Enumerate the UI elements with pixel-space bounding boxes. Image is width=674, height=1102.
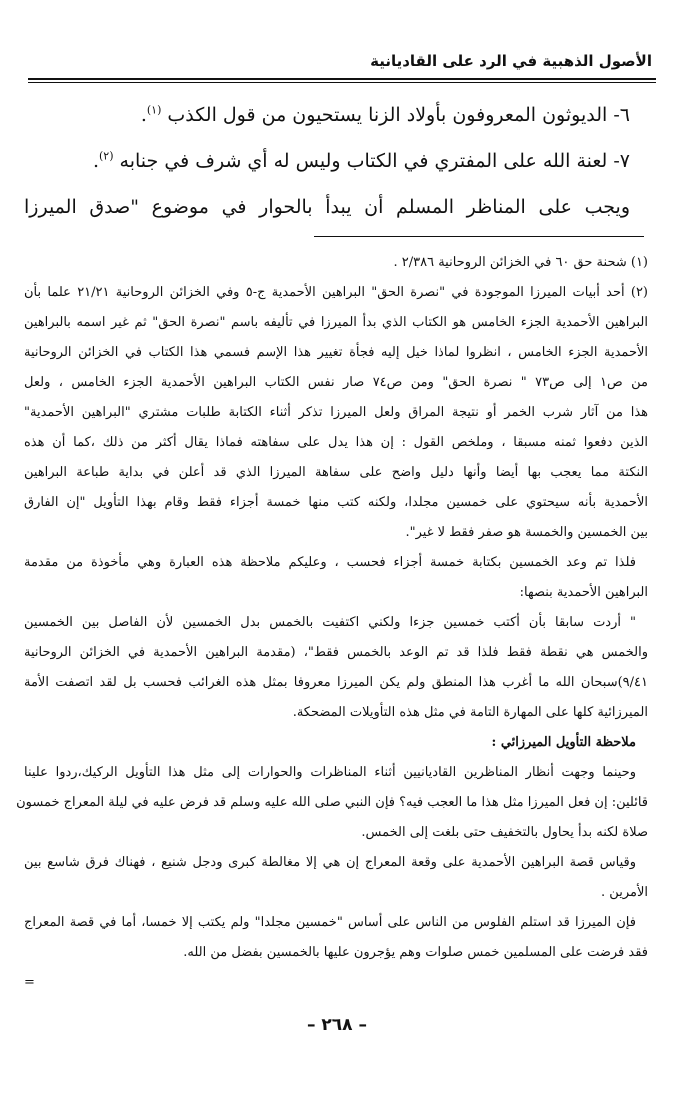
header-rule-thin: [28, 82, 656, 83]
footnote-line: هذا من آثار شرب الخمر أو نتيجة المراق ولعل الميرزا تذكر أثناء الكتابة طلبات مشتري "البراهين الأحمدية": [24, 405, 648, 420]
footnote-subheading: ملاحظة التأويل الميرزائي :: [491, 735, 636, 750]
footnote-ref-2: (٢): [98, 149, 114, 163]
footnotes: [16, 248, 649, 998]
main-text: [24, 92, 630, 230]
page-number: – ٢٦٨ –: [307, 1015, 367, 1035]
footnote-line: الميرزائية كلها على المهارة التامة في مثل هذه التأويلات المضحكة.: [292, 705, 648, 720]
footnote-line: وقياس قصة البراهين الأحمدية على وقعة المعراج إن هي إلا مغالطة كبرى ودجل شنيع ، فهناك فرق شاسع بين: [24, 855, 636, 870]
main-line-1: ٦- الديوثون المعروفون بأولاد الزنا يستحيون من قول الكذب $^{(١)}$.: [140, 103, 630, 126]
footnote-line: الذين دفعوا ثمنه مسبقا ، وملخص القول : إن هذا يدل على سفاهته فماذا يقال أكثر من ذلك ،كما أن هذه: [24, 435, 648, 450]
main-line-2-text: ٧- لعنة الله على المفتري في الكتاب وليس له أي شرف في جنابه: [119, 150, 630, 172]
footnote-line: البراهين الأحمدية الجزء الخامس هو الكتاب الذي بدأ الميرزا في تأليفه باسم "نصرة الحق" ثم غير اسمه بالبراهين: [24, 315, 648, 330]
running-header: الأصول الذهبية في الرد على القاديانية: [370, 52, 652, 70]
footnote-line: قائلين: إن فعل الميرزا مثل هذا ما العجب فيه؟ فإن النبي صلى الله عليه وسلم قد فرض عليه في ليلة المعراج خمسون: [16, 795, 648, 810]
footnote-line: فإن الميرزا قد استلم الفلوس من الناس على أساس "خمسين مجلدا" ولم يكتب إلا خمسا، أما في قصة المعراج: [24, 915, 636, 930]
main-line-1-text: ٦- الديوثون المعروفون بأولاد الزنا يستحيون من قول الكذب: [167, 104, 630, 126]
footnote-line: " أردت سابقا بأن أكتب خمسين جزءا ولكني اكتفيت بالخمس بدل الخمسين لأن الفاصل بين الخمسين: [24, 615, 636, 630]
footnote-rule: [314, 236, 644, 237]
footnote-line: البراهين الأحمدية بنصها:: [519, 585, 648, 600]
footnote-line: الأمرين .: [601, 885, 648, 900]
main-line-3: ويجب على المناظر المسلم أن يبدأ بالحوار في موضوع "صدق الميرزا: [24, 196, 630, 218]
footnote-line: (١) شحنة حق ٦٠ في الخزائن الروحانية ٢/٣٨٦ .: [393, 255, 648, 270]
footnote-line: ٩/٤١)سبحان الله ما أغرب هذا المنطق ولم يكن الميرزا معروفا بمثل هذه الغرائب فحسب بل لقد اتصفت الأمة: [24, 675, 648, 690]
footnote-line: الأحمدية الجزء الخامس ، انظروا لماذا خيل إليه فجأة تغيير هذا الإسم فسمي هذا الكتاب في الخزائن الروحانية: [24, 345, 648, 360]
main-line-2: ٧- لعنة الله على المفتري في الكتاب وليس له أي شرف في جنابه $^{(٢)}$.: [92, 149, 630, 172]
footnote-line: صلاة لكنه بدأ يحاول بالتخفيف حتى بلغت إلى الخمس.: [361, 825, 648, 840]
continuation-mark: =: [24, 975, 35, 990]
footnote-line: فلذا تم وعد الخمسين بكتابة خمسة أجزاء فحسب ، وعليكم ملاحظة هذه العبارة وهي مأخوذة من مقدمة: [24, 555, 636, 570]
footnote-line: الأحمدية بأنه سيحتوي على خمسين مجلدا، ولكنه كتب منها خمسة أجزاء فقط وقام بهذا التأويل "إن الفارق: [24, 495, 648, 510]
footnote-ref-1: (١): [146, 103, 162, 117]
footnote-line: فقد فرضت على المسلمين خمس صلوات وهم يؤجرون عليها بالخمسين بفضل من الله.: [183, 945, 648, 960]
footnote-line: والخمس هي نقطة فقط فلذا قد تم الوعد بالخمس فقط"، (مقدمة البراهين الأحمدية في الخزائن الروحانية: [24, 645, 648, 660]
header-rule: [28, 78, 656, 80]
footnote-line: بين الخمسين والخمسة هو صفر فقط لا غير".: [405, 525, 648, 540]
footnote-line: وحينما وجهت أنظار المناظرين القاديانيين أثناء المناظرات والحوارات إلى مثل هذا التأويل الركيك،ردوا علينا: [24, 765, 636, 780]
footnote-line: (٢) أحد أبيات الميرزا الموجودة في "نصرة الحق" البراهين الأحمدية ج-٥ وفي الخزائن الروحانية ٢١/٢١ علما بأن: [24, 285, 648, 300]
footnote-line: النكتة مما يعجب بها أيضا وأنها دليل واضح على سفاهة الميرزا الذي قد أعلن في بداية طباعة البراهين: [24, 465, 648, 480]
footnote-line: من ص١ إلى ص٧٣ " نصرة الحق" ومن ص٧٤ صار نفس الكتاب البراهين الأحمدية الجزء الخامس ، ولعل: [24, 375, 649, 390]
